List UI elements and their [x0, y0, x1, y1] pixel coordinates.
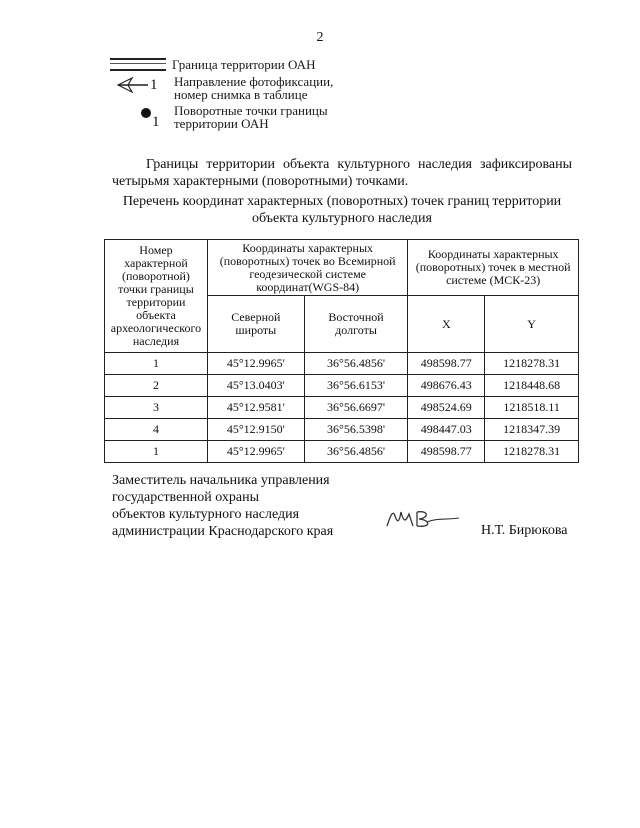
cell-lat: 45°12.9965': [207, 353, 304, 375]
header-msk: Координаты характерных (поворотных) точек в местной системе (МСК-23): [408, 240, 579, 296]
page-number: 2: [316, 30, 324, 45]
cell-y: 1218518.11: [485, 397, 579, 419]
cell-x: 498447.03: [408, 419, 485, 441]
cell-y: 1218278.31: [485, 353, 579, 375]
table-row: [105, 353, 579, 375]
cell-lon: 36°56.6153': [304, 375, 408, 397]
cell-point: 4: [105, 419, 208, 441]
legend-photo-label-line1: Направление фотофиксации,: [174, 74, 334, 89]
list-title-line1: Перечень координат характерных (поворотных) точек границ территории: [122, 194, 562, 209]
body-paragraph: [112, 156, 572, 190]
legend-photo-label-line2: номер снимка в таблице: [174, 87, 308, 102]
signatory-name: Н.Т. Бирюкова: [481, 523, 568, 538]
cell-point: 3: [105, 397, 208, 419]
cell-point: 1: [105, 441, 208, 463]
legend-photo-row: [110, 75, 333, 101]
cell-y: 1218448.68: [485, 375, 579, 397]
subheader-x: X: [408, 296, 485, 353]
legend-points-label-line2: территории ОАН: [174, 116, 269, 131]
cell-point: 2: [105, 375, 208, 397]
turn-point-dot-icon: [110, 104, 166, 130]
list-title: [112, 193, 572, 227]
cell-lat: 45°12.9965': [207, 441, 304, 463]
cell-x: 498524.69: [408, 397, 485, 419]
cell-lon: 36°56.6697': [304, 397, 408, 419]
signatory-line4: администрации Краснодарского края: [112, 524, 334, 539]
cell-lat: 45°12.9150': [207, 419, 304, 441]
table-row: [105, 419, 579, 441]
coordinates-table: [104, 239, 579, 463]
cell-lon: 36°56.4856': [304, 353, 408, 375]
border-line-swatch: [110, 58, 166, 71]
cell-lat: 45°12.9581': [207, 397, 304, 419]
photo-direction-arrow-icon: [110, 75, 166, 101]
legend-points-row: [110, 104, 328, 130]
signatory-line2: государственной охраны: [112, 490, 260, 505]
turn-point-number: 1: [152, 114, 160, 130]
subheader-north: Северной широты: [207, 296, 304, 353]
list-title-line2: объекта культурного наследия: [252, 211, 432, 226]
header-point-number: Номер характерной (поворотной) точки границы территории объекта археологического наследия: [105, 240, 208, 353]
legend-border-label: Граница территории ОАН: [172, 57, 316, 72]
cell-x: 498598.77: [408, 441, 485, 463]
cell-y: 1218278.31: [485, 441, 579, 463]
signatory-title: [112, 472, 333, 540]
signatory-line3: объектов культурного наследия: [112, 507, 300, 522]
subheader-y: Y: [485, 296, 579, 353]
table-row: [105, 397, 579, 419]
legend-points-label: [174, 104, 328, 130]
cell-x: 498676.43: [408, 375, 485, 397]
cell-y: 1218347.39: [485, 419, 579, 441]
cell-point: 1: [105, 353, 208, 375]
cell-lat: 45°13.0403': [207, 375, 304, 397]
cell-lon: 36°56.5398': [304, 419, 408, 441]
photo-number: 1: [150, 77, 158, 93]
table-row: [105, 441, 579, 463]
legend-points-label-line1: Поворотные точки границы: [174, 103, 328, 118]
cell-lon: 36°56.4856': [304, 441, 408, 463]
subheader-east: Восточной долготы: [304, 296, 408, 353]
body-paragraph-text: Границы территории объекта культурного наследия зафиксированы четырьмя характерными (поворотными) точками.: [112, 157, 572, 189]
signatory-line1: Заместитель начальника управления: [112, 473, 330, 488]
legend-photo-label: [174, 75, 333, 101]
legend-border-row: [110, 58, 315, 71]
header-wgs: Координаты характерных (поворотных) точек во Всемирной геодезической системе координат(WGS-84): [207, 240, 407, 296]
handwritten-signature: [383, 506, 463, 537]
table-row: [105, 375, 579, 397]
cell-x: 498598.77: [408, 353, 485, 375]
